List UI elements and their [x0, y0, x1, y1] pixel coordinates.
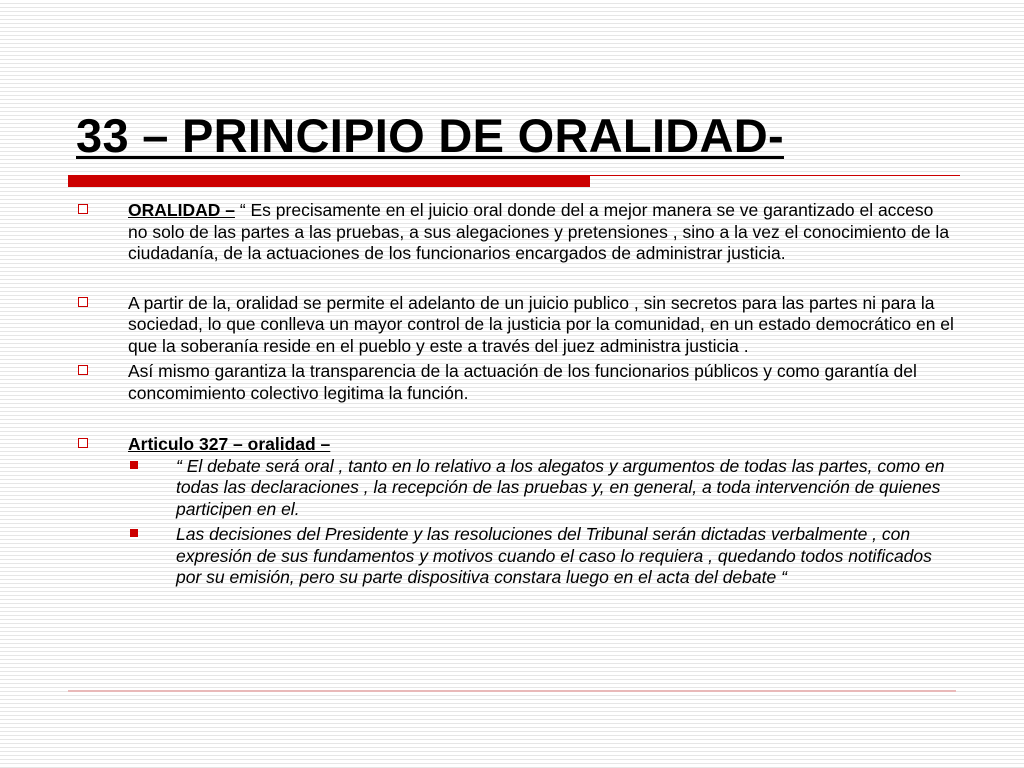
title-underline-thick: [68, 175, 590, 187]
title-underline-thin: [590, 175, 960, 176]
subbullet-text: Las decisiones del Presidente y las resoluciones del Tribunal serán dictadas verbalmente , con expresión de sus fundamentos y motivos cuando el caso lo requiera , quedando todos notificados por su emisión, pero su parte dispositiva constara luego en el acta del debate “: [176, 524, 932, 587]
hollow-square-bullet-icon: [78, 297, 88, 307]
bullet-text: Así mismo garantiza la transparencia de la actuación de los funcionarios públicos y como garantía del concomimiento colectivo legitima la función.: [128, 361, 917, 403]
slide-content: [76, 200, 956, 589]
subbullet-text: “ El debate será oral , tanto en lo relativo a los alegatos y argumentos de todas las partes, como en todas las declaraciones , la recepción de las pruebas y, en general, a toda intervención de quienes participen en el.: [176, 455, 945, 519]
subbullet-item-debate-oral: [76, 456, 956, 521]
bullet-text: “ Es precisamente en el juicio oral donde del a mejor manera se ve garantizado el acceso no solo de las partes a las pruebas, a sus alegaciones y pretensiones , sino a la vez el conocimiento de la ciudadanía, de la actuaciones de los funcionarios encargados de administrar justicia.: [128, 200, 950, 263]
bullet-item-oralidad: [76, 200, 956, 265]
bullet-item-articulo-327: [76, 434, 956, 456]
hollow-square-bullet-icon: [78, 438, 88, 448]
slide-title: 33 – PRINCIPIO DE ORALIDAD-: [76, 109, 784, 162]
bullet-item-juicio-publico: [76, 293, 956, 358]
filled-square-bullet-icon: [130, 461, 138, 469]
bullet-lead: ORALIDAD –: [128, 200, 235, 220]
hollow-square-bullet-icon: [78, 365, 88, 375]
filled-square-bullet-icon: [130, 529, 138, 537]
hollow-square-bullet-icon: [78, 204, 88, 214]
bullet-lead: Articulo 327 – oralidad –: [128, 434, 331, 454]
bullet-text: A partir de la, oralidad se permite el adelanto de un juicio publico , sin secretos para las partes ni para la sociedad, lo que conlleva un mayor control de la justicia por la comunidad, en un estado democrático en el que la soberanía reside en el pueblo y este a través del juez administra justicia .: [128, 292, 954, 356]
subbullet-item-decisiones: [76, 524, 956, 589]
footer-divider: [68, 690, 956, 692]
bullet-item-transparencia: [76, 361, 956, 404]
